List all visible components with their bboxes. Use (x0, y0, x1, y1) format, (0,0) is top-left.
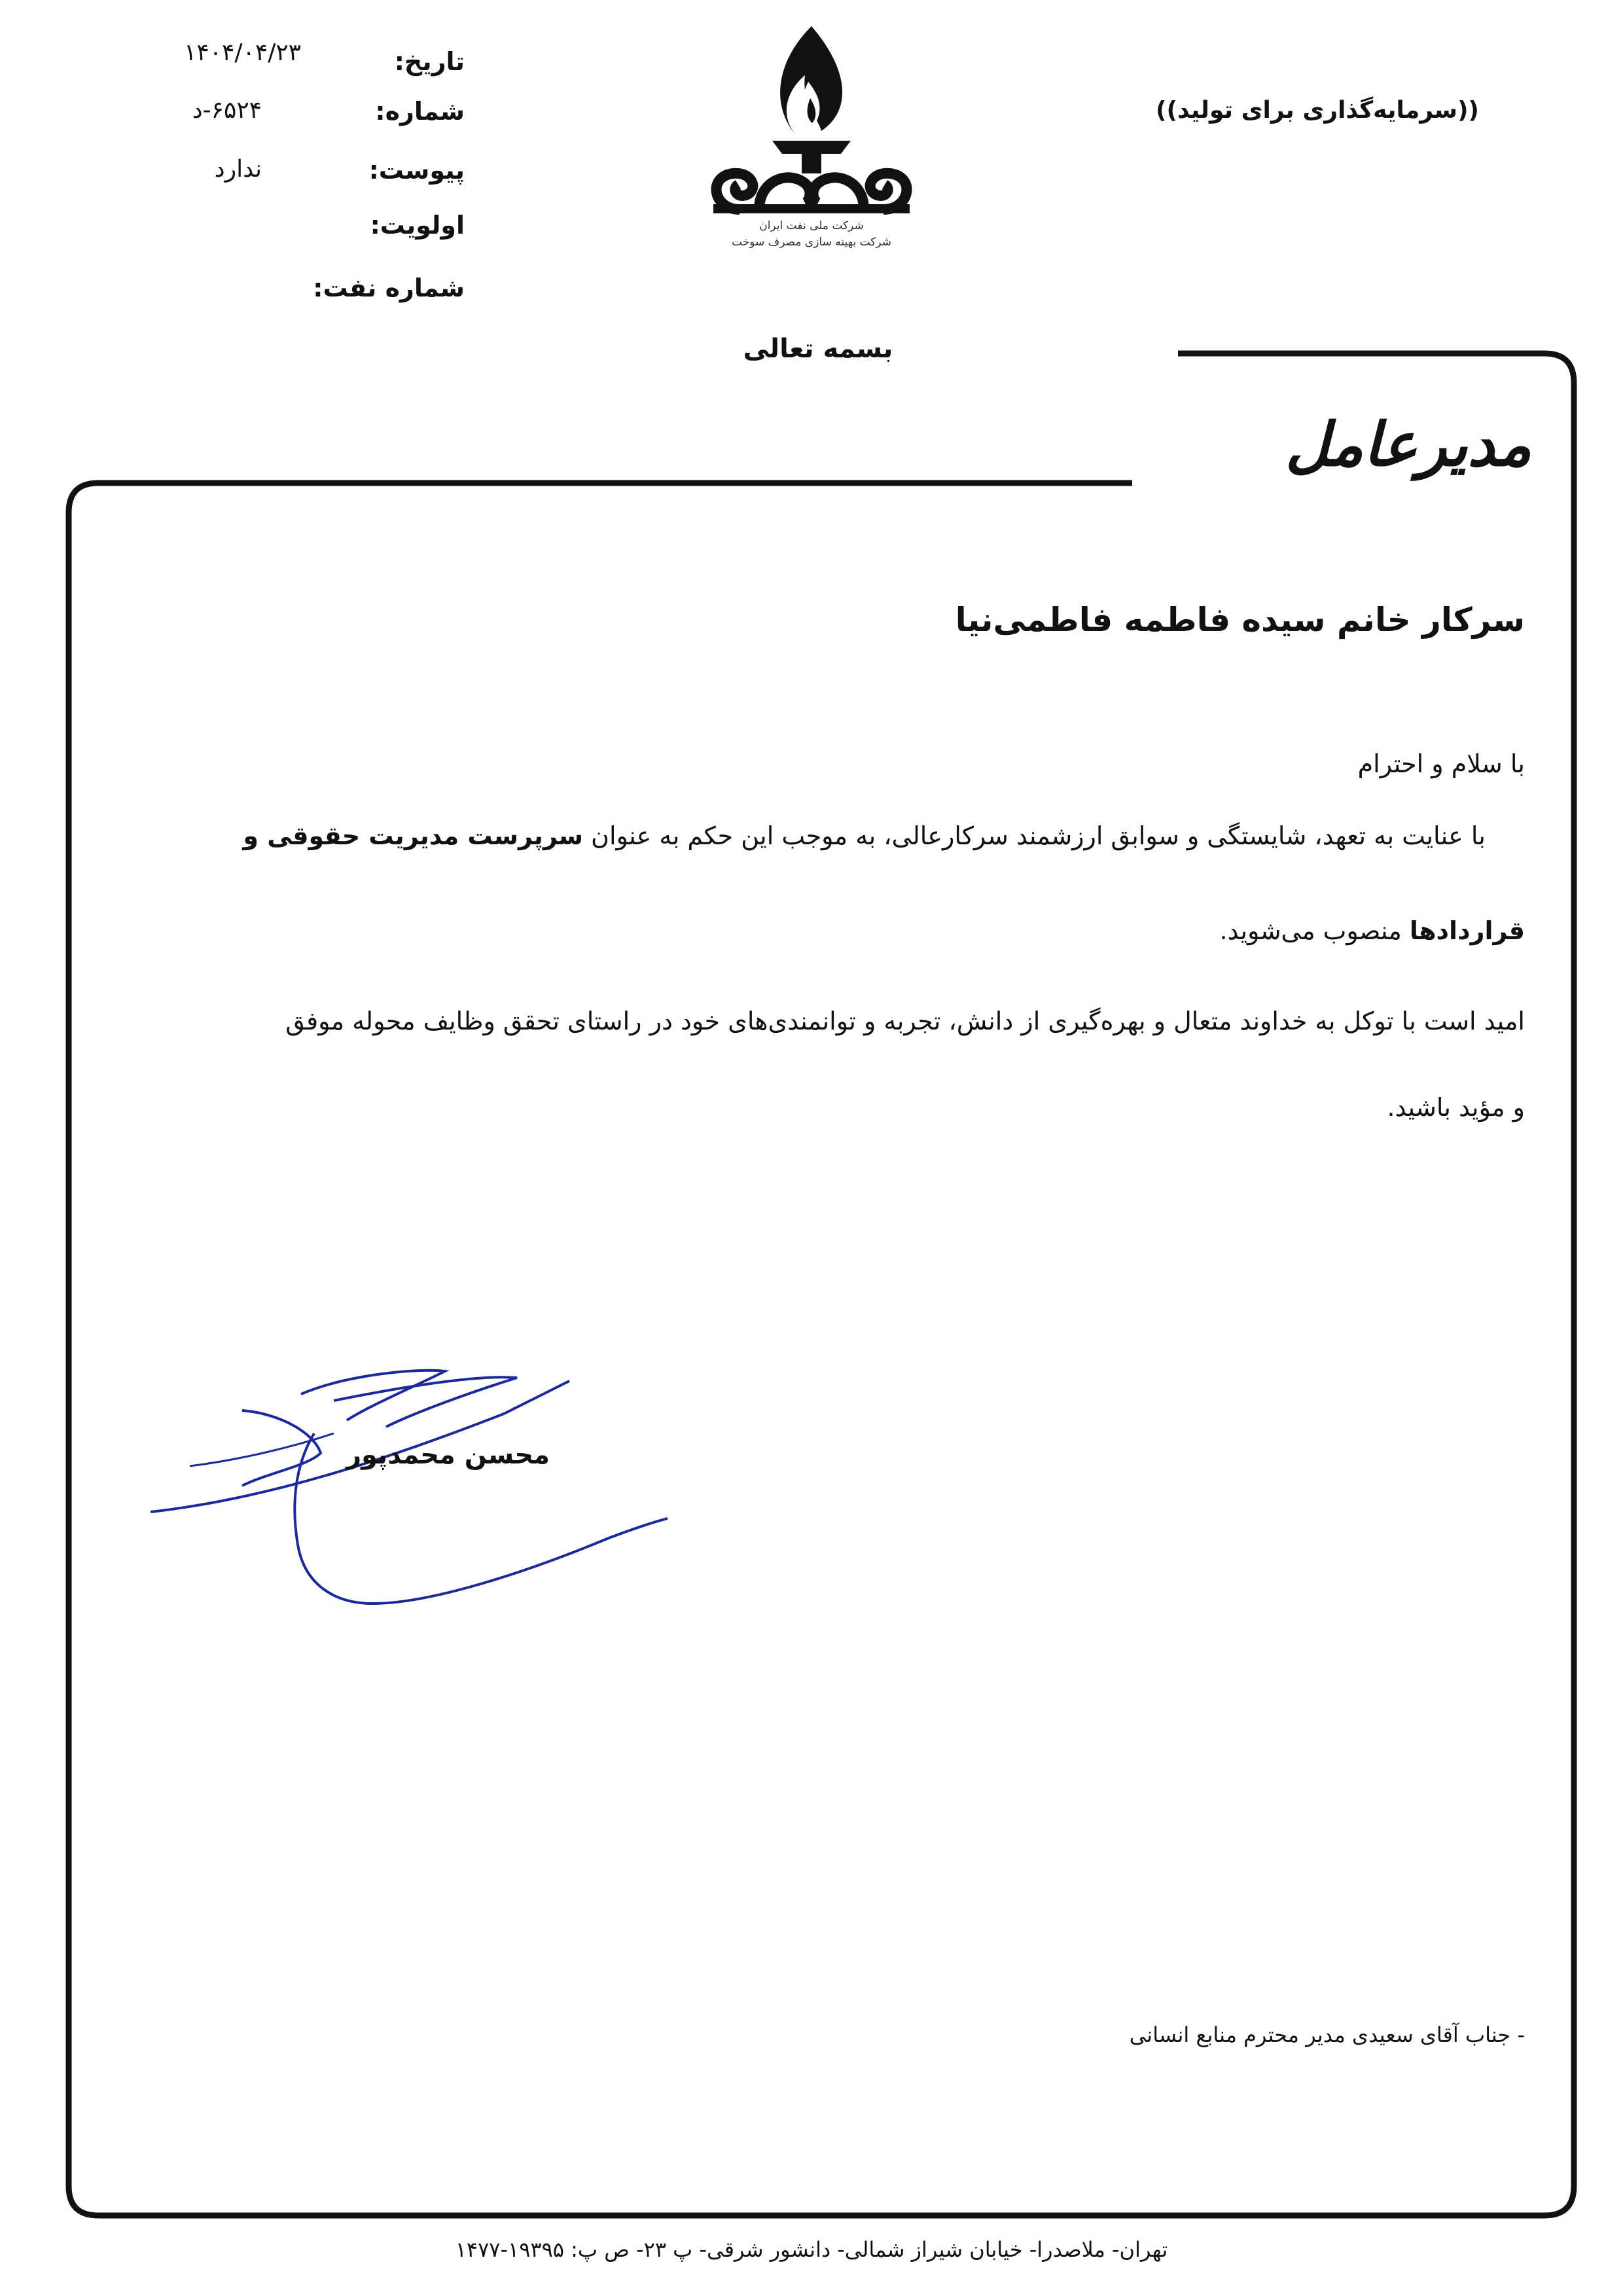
recipient: سرکار خانم سیده فاطمه فاطمی‌نیا (955, 601, 1525, 639)
meta-value-attachment: ندارد (214, 156, 262, 183)
paragraph-1-line-1-plain: با عنایت به تعهد، شایستگی و سوابق ارزشمند سرکارعالی، به موجب این حکم به عنوان (591, 821, 1486, 850)
paragraph-1-line-2 (916, 916, 1525, 945)
meta-label-priority: اولویت: (370, 211, 465, 240)
meta-label-date: تاریخ: (394, 47, 465, 76)
meta-value-number: ۶۵۲۴-د (192, 97, 262, 124)
paragraph-1-line-2-plain: منصوب می‌شوید. (1219, 916, 1402, 945)
paragraph-2-line-1-text: امید است با توکل به خداوند متعال و بهره‌گیری از دانش، تجربه و توانمندی‌های خود در راستای تحقق وظایف محوله موفق (285, 1007, 1525, 1035)
cc-line: - جناب آقای سعیدی مدیر محترم منابع انسانی (1129, 2022, 1525, 2047)
sender-title: مدیرعامل (1285, 409, 1531, 480)
logo-caption-line2: شرکت بهینه سازی مصرف سوخت (732, 236, 891, 249)
motto: ((سرمایه‌گذاری برای تولید)) (1156, 97, 1479, 124)
paragraph-2-line-2: و مؤید باشید. (1387, 1093, 1525, 1122)
paragraph-1-line-1 (98, 821, 1486, 850)
meta-value-date: ۱۴۰۴/۰۴/۲۳ (184, 39, 301, 66)
meta-label-oil-number: شماره نفت: (313, 274, 465, 302)
paragraph-1-line-2-bold: قراردادها (1409, 916, 1525, 945)
greeting: با سلام و احترام (1357, 749, 1525, 778)
meta-label-number: شماره: (375, 97, 465, 126)
handwritten-signature (137, 1335, 726, 1630)
meta-label-attachment: پیوست: (368, 156, 465, 185)
footer-address: تهران- ملاصدرا- خیابان شیراز شمالی- دانشور شرقی- پ ۲۳- ص پ: ۱۹۳۹۵-۱۴۷۷ (455, 2237, 1168, 2262)
basmala: بسمه تعالی (743, 334, 893, 364)
paragraph-2-line-1 (98, 1007, 1525, 1035)
logo-caption-line1: شرکت ملی نفت ایران (759, 219, 864, 232)
paragraph-1-line-1-bold: سرپرست مدیریت حقوقی و (243, 821, 583, 850)
signer-name: محسن محمدپور (346, 1440, 550, 1470)
